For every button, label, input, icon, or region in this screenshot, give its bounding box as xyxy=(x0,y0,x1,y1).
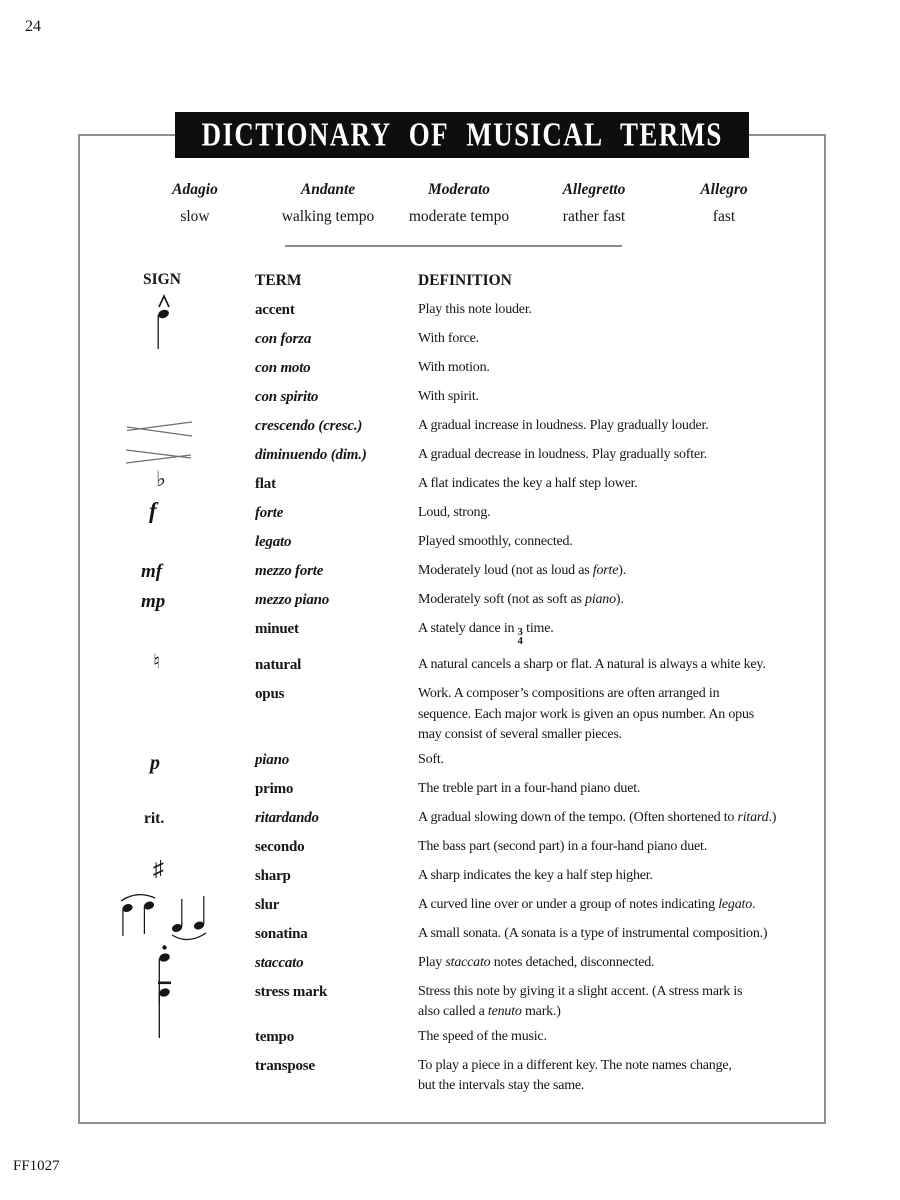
definition-text xyxy=(418,837,830,857)
row-primo xyxy=(140,779,830,799)
row-sharp xyxy=(140,855,830,886)
row-con-spirito xyxy=(140,387,830,407)
row-tempo xyxy=(140,1027,830,1047)
table-header-row xyxy=(140,271,830,291)
plain-text: A sharp indicates the key a half step higher. xyxy=(418,867,653,883)
row-opus xyxy=(140,684,830,746)
italic-text: legato xyxy=(718,896,753,912)
sign-cell xyxy=(140,590,255,610)
plain-text: Play xyxy=(418,954,446,970)
definition-text xyxy=(418,684,830,746)
plain-text: mark.) xyxy=(521,1003,561,1019)
row-mezzo-forte xyxy=(140,561,830,581)
plain-text: sequence. Each major work is given an opus number. An opus xyxy=(418,706,754,722)
plain-text: . xyxy=(752,896,756,912)
definition-text xyxy=(418,561,830,581)
plain-text: A gradual increase in loudness. Play gradually louder. xyxy=(418,418,709,433)
term-label: forte xyxy=(255,505,284,521)
plain-text: With motion. xyxy=(418,360,490,375)
plain-text: The treble part in a four-hand piano duet. xyxy=(418,780,641,796)
row-legato xyxy=(140,532,830,552)
term-label: minuet xyxy=(255,621,299,637)
forte-letter-icon: f xyxy=(149,498,157,523)
term-label: accent xyxy=(255,302,295,318)
tempo-term: Moderato xyxy=(428,181,490,198)
term-label: piano xyxy=(255,751,290,768)
sign-cell xyxy=(140,329,255,349)
definition-text xyxy=(418,474,830,494)
definition-text xyxy=(418,1056,830,1096)
plain-text: Moderately soft (not as soft as xyxy=(418,592,586,607)
plain-text: also called a xyxy=(418,1003,488,1019)
plain-text: The speed of the music. xyxy=(418,1028,547,1044)
header-term: TERM xyxy=(255,272,302,289)
term-label: slur xyxy=(255,896,280,913)
row-ritardando xyxy=(140,808,830,828)
plain-text: A curved line over or under a group of notes indicating xyxy=(418,896,719,912)
sharp-sign-icon: ♯ xyxy=(153,855,164,881)
row-con-moto xyxy=(140,358,830,378)
sign-cell xyxy=(140,651,255,675)
plain-text: With spirit. xyxy=(418,389,479,404)
term-label: ritardando xyxy=(255,809,319,826)
tempo-term: Adagio xyxy=(172,181,218,198)
definition-text xyxy=(418,416,830,436)
term-label: mezzo piano xyxy=(255,592,330,608)
row-con-forza xyxy=(140,329,830,349)
sign-cell xyxy=(140,855,255,886)
definition-text xyxy=(418,808,830,828)
plain-text: A stately dance in xyxy=(418,621,518,636)
plain-text: Soft. xyxy=(418,751,444,767)
row-accent xyxy=(140,300,830,320)
sign-cell xyxy=(140,924,255,944)
sign-cell xyxy=(140,684,255,746)
row-mezzo-piano xyxy=(140,590,830,610)
tempo-term: Andante xyxy=(300,181,356,198)
tempo-meaning: fast xyxy=(712,208,736,225)
row-staccato xyxy=(140,953,830,973)
plain-text: ). xyxy=(618,563,627,578)
term-label: diminuendo (dim.) xyxy=(255,447,367,463)
rit-abbreviation-icon: rit. xyxy=(144,809,165,827)
plain-text: With force. xyxy=(418,331,479,346)
sign-cell xyxy=(140,561,255,581)
italic-text: tenuto xyxy=(487,1003,522,1019)
term-label: opus xyxy=(255,686,285,702)
plain-text: A flat indicates the key a half step lower. xyxy=(418,476,638,491)
plain-text: may consist of several smaller pieces. xyxy=(418,727,622,742)
page-number: 24 xyxy=(25,18,41,35)
term-label: stress mark xyxy=(255,983,328,1000)
plain-text: Moderately loud (not as loud as xyxy=(418,563,593,578)
term-label: natural xyxy=(255,657,302,673)
tempo-meaning: walking tempo xyxy=(281,208,375,225)
term-label: tempo xyxy=(255,1028,294,1045)
italic-text: forte xyxy=(592,563,619,578)
sign-cell xyxy=(140,498,255,523)
sign-cell xyxy=(140,837,255,857)
term-label: con spirito xyxy=(255,389,319,405)
plain-text: A small sonata. (A sonata is a type of instrumental composition.) xyxy=(418,925,768,941)
sign-cell xyxy=(140,358,255,378)
term-label: staccato xyxy=(255,954,304,971)
sign-cell xyxy=(140,1027,255,1047)
plain-text: but the intervals stay the same. xyxy=(418,1077,585,1093)
natural-sign-icon: ♮ xyxy=(153,651,161,673)
plain-text: To play a piece in a different key. The note names change, xyxy=(418,1057,732,1073)
tempo-term: Allegretto xyxy=(562,181,626,198)
definition-text xyxy=(418,895,830,915)
row-slur xyxy=(140,895,830,915)
page-title: DICTIONARY OF MUSICAL TERMS xyxy=(201,115,723,154)
sign-cell xyxy=(140,445,255,465)
plain-text: A natural cancels a sharp or flat. A natural is always a white key. xyxy=(418,657,766,672)
term-label: sonatina xyxy=(255,925,308,942)
plain-text: .) xyxy=(768,809,777,825)
crescendo-hairpin-icon xyxy=(126,420,194,443)
sign-cell xyxy=(140,619,255,646)
tempo-item-adagio xyxy=(172,181,218,225)
term-label: con moto xyxy=(255,360,311,376)
term-label: transpose xyxy=(255,1057,315,1074)
plain-text: The bass part (second part) in a four-hand piano duet. xyxy=(418,838,708,854)
row-crescendo-cresc xyxy=(140,416,830,436)
flat-sign-icon: ♭ xyxy=(156,467,166,491)
row-secondo xyxy=(140,837,830,857)
header-definition: DEFINITION xyxy=(418,272,512,289)
row-diminuendo-dim xyxy=(140,445,830,465)
mezzo-forte-letters-icon: mf xyxy=(141,561,163,582)
row-minuet xyxy=(140,619,830,646)
plain-text: ). xyxy=(615,592,624,607)
sign-cell xyxy=(140,300,255,320)
header-sign: SIGN xyxy=(143,271,181,288)
term-label: con forza xyxy=(255,331,312,347)
catalog-number: FF1027 xyxy=(13,1158,60,1174)
definition-text xyxy=(418,358,830,378)
plain-text: A gradual decrease in loudness. Play gradually softer. xyxy=(418,447,707,462)
term-label: sharp xyxy=(255,867,291,884)
definition-text xyxy=(418,532,830,552)
sign-cell xyxy=(140,387,255,407)
term-label: mezzo forte xyxy=(255,563,324,579)
mezzo-piano-letters-icon: mp xyxy=(141,591,166,612)
term-label: secondo xyxy=(255,838,305,855)
term-label: legato xyxy=(255,534,292,550)
sign-cell xyxy=(140,953,255,973)
time-signature-3-4: 3 4 xyxy=(517,627,523,647)
plain-text: time. xyxy=(522,621,554,636)
definition-text xyxy=(418,779,830,799)
sign-cell xyxy=(140,532,255,552)
italic-text: piano xyxy=(585,592,616,607)
tempo-meaning: slow xyxy=(180,208,210,225)
term-label: crescendo (cresc.) xyxy=(255,418,363,434)
sign-cell xyxy=(140,467,255,494)
italic-text: ritard xyxy=(737,809,769,825)
definition-text xyxy=(418,982,830,1022)
title-banner xyxy=(175,112,749,158)
definition-text xyxy=(418,1027,830,1047)
header-sign-cell xyxy=(140,271,255,291)
sign-cell xyxy=(140,895,255,915)
plain-text: A gradual slowing down of the tempo. (Often shortened to xyxy=(418,809,738,825)
plain-text: Work. A composer’s compositions are often arranged in xyxy=(418,686,720,701)
tempo-item-allegretto xyxy=(563,181,626,225)
sign-cell xyxy=(140,779,255,799)
tempo-term: Allegro xyxy=(700,181,748,198)
definition-text xyxy=(418,866,830,886)
plain-text: Stress this note by giving it a slight accent. (A stress mark is xyxy=(418,983,743,999)
sign-cell xyxy=(140,750,255,774)
sign-cell xyxy=(140,982,255,1022)
definition-text xyxy=(418,445,830,465)
section-divider xyxy=(285,245,622,247)
sign-cell xyxy=(140,1056,255,1096)
definition-text xyxy=(418,329,830,349)
definition-text xyxy=(418,750,830,770)
tempo-item-moderato xyxy=(409,181,509,225)
row-flat xyxy=(140,467,830,494)
definition-text xyxy=(418,619,830,646)
row-sonatina xyxy=(140,924,830,944)
tempo-meaning: rather fast xyxy=(562,208,626,225)
tempo-item-allegro xyxy=(700,181,747,225)
sign-cell xyxy=(140,416,255,436)
plain-text: Play this note louder. xyxy=(418,302,532,317)
definition-text xyxy=(418,387,830,407)
sign-cell xyxy=(140,808,255,828)
plain-text: notes detached, disconnected. xyxy=(490,954,655,970)
italic-text: staccato xyxy=(445,954,491,970)
definition-text xyxy=(418,953,830,973)
plain-text: Played smoothly, connected. xyxy=(418,534,573,549)
plain-text: Loud, strong. xyxy=(418,505,491,520)
row-forte xyxy=(140,498,830,523)
term-label: primo xyxy=(255,780,294,797)
row-transpose xyxy=(140,1056,830,1096)
term-label: flat xyxy=(255,476,276,492)
definition-text xyxy=(418,503,830,523)
terms-table xyxy=(140,271,830,1101)
definition-text xyxy=(418,924,830,944)
row-piano xyxy=(140,750,830,774)
definition-text xyxy=(418,300,830,320)
definition-text xyxy=(418,655,830,675)
piano-letter-icon: p xyxy=(150,751,160,774)
row-natural xyxy=(140,651,830,675)
tempo-meaning: moderate tempo xyxy=(408,208,510,225)
tempo-item-andante xyxy=(282,181,375,225)
row-stress-mark xyxy=(140,982,830,1022)
definition-text xyxy=(418,590,830,610)
